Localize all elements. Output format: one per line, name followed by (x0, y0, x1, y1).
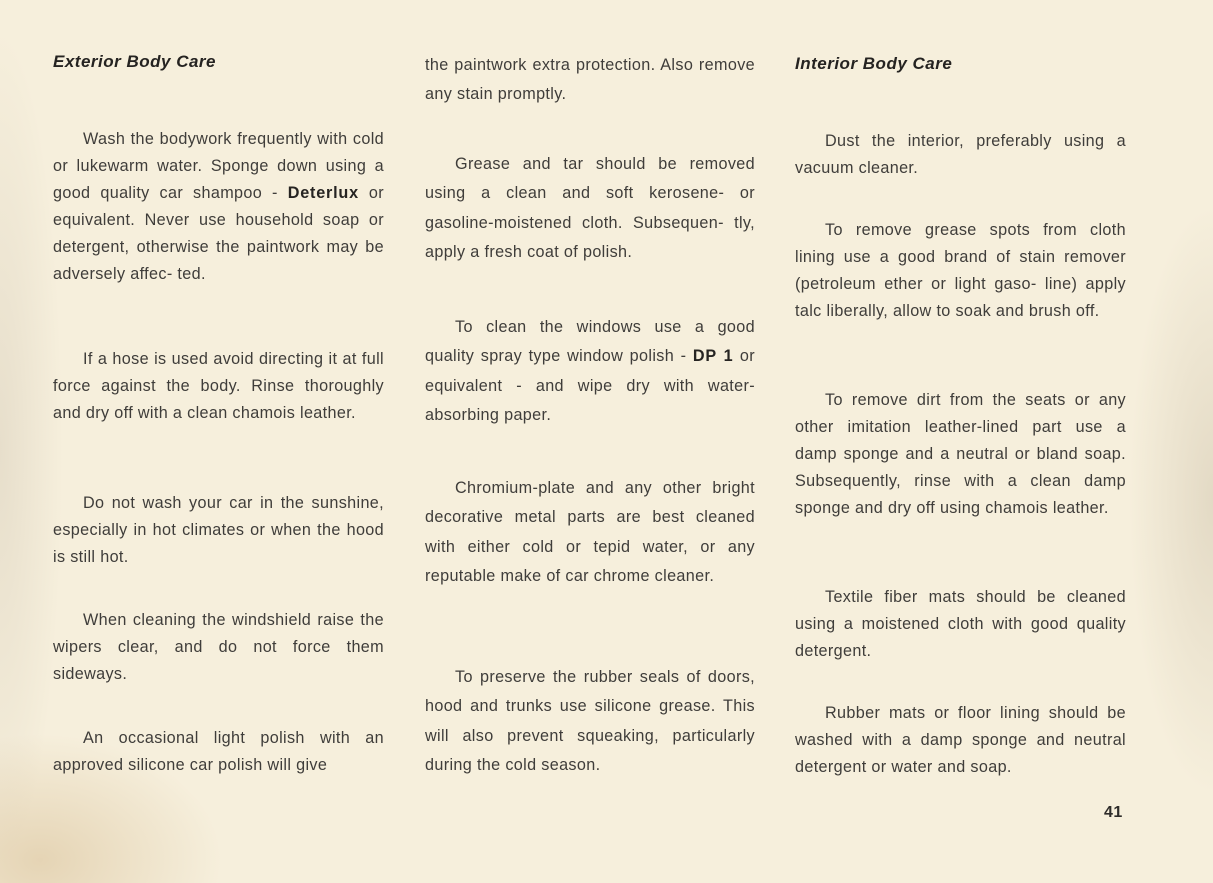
paragraph-hose: If a hose is used avoid directing it at full force against the body. Rinse thoroughly and dry off with a clean chamois leather. (53, 350, 384, 422)
paragraph-protection: the paintwork extra protection. Also remove any stain promptly. (425, 56, 755, 104)
paragraph-wash: Wash the bodywork frequently with cold or lukewarm water. Sponge down using a good quality car shampoo - Deterlux or equivalent. Never use household soap or detergent, otherwise the paintwork may be adversely affec- ted. (53, 130, 384, 283)
paragraph-chromium: Chromium-plate and any other bright decorative metal parts are best cleaned with either cold or tepid water, or any reputable make of car chrome cleaner. (425, 479, 755, 585)
paragraph-windshield: When cleaning the windshield raise the wipers clear, and do not force them sideways. (53, 611, 384, 683)
paragraph-polish: An occasional light polish with an approved silicone car polish will give (53, 729, 384, 774)
paragraph-rubber-mats: Rubber mats or floor lining should be washed with a damp sponge and neutral detergent or water and soap. (795, 704, 1126, 776)
paragraph-grease-spots: To remove grease spots from cloth lining use a good brand of stain remover (petroleum ether or light gaso- line) apply talc liberally, allow to soak and brush off. (795, 221, 1126, 320)
paragraph-dust: Dust the interior, preferably using a vacuum cleaner. (795, 132, 1126, 177)
paragraph-sunshine: Do not wash your car in the sunshine, especially in hot climates or when the hood is still hot. (53, 494, 384, 566)
page-number: 41 (1104, 804, 1123, 821)
paragraph-windows: To clean the windows use a good quality spray type window polish - DP 1 or equivalent - and wipe dry with water-absorbing paper. (425, 318, 755, 424)
product-name: DP 1 (692, 347, 734, 366)
paragraph-textile-mats: Textile fiber mats should be cleaned using a moistened cloth with good quality detergent. (795, 588, 1126, 660)
paragraph-rubber-seals: To preserve the rubber seals of doors, hood and trunks use silicone grease. This will also prevent squeaking, particularly during the cold season. (425, 668, 755, 774)
paragraph-seats: To remove dirt from the seats or any other imitation leather-lined part use a damp sponge and a neutral or bland soap. Subsequently, rinse with a clean damp sponge and dry off using chamois leather. (795, 391, 1126, 517)
paragraph-grease-tar: Grease and tar should be removed using a clean and soft kerosene- or gasoline-moistened cloth. Subsequen- tly, apply a fresh coat of polish. (425, 155, 755, 261)
section-heading-exterior: Exterior Body Care (53, 52, 216, 71)
product-name: Deterlux (287, 184, 359, 202)
section-heading-interior: Interior Body Care (795, 54, 953, 73)
